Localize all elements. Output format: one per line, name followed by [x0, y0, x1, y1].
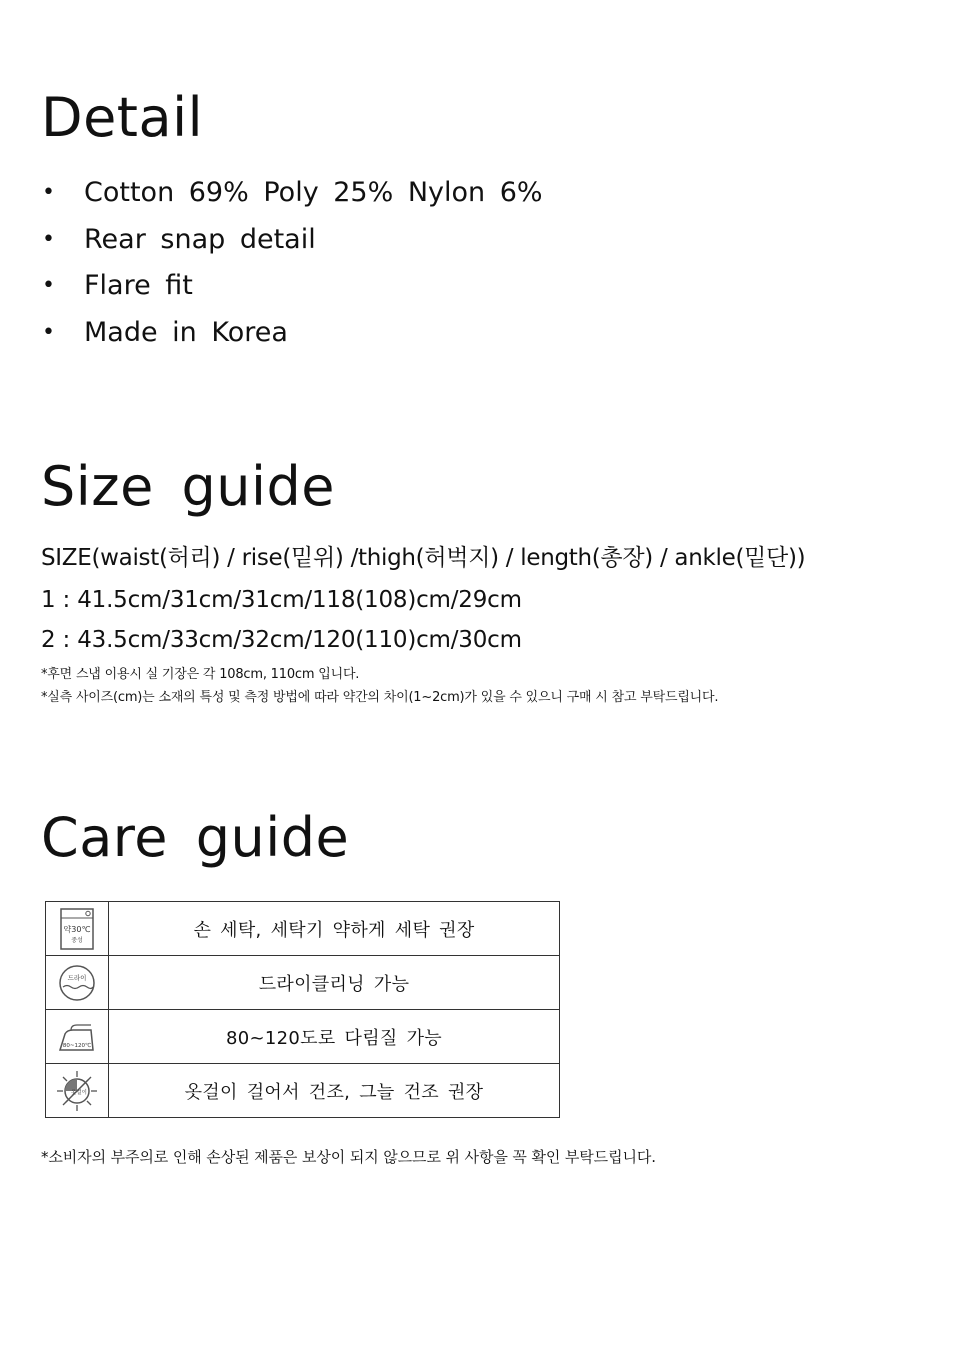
care-text-wash: 손 세탁, 세탁기 약하게 세탁 권장	[109, 902, 560, 956]
detail-list	[40, 170, 543, 356]
svg-text:약30℃: 약30℃	[63, 924, 91, 934]
detail-item-material: • Cotton 69% Poly 25% Nylon 6%	[40, 170, 543, 217]
size-note-measurement: *실측 사이즈(cm)는 소재의 특성 및 측정 방법에 따라 약간의 차이(1~2cm)가 있을 수 있으니 구매 시 참고 부탁드립니다.	[41, 690, 719, 705]
care-text-hang-dry: 옷걸이 걸어서 건조, 그늘 건조 권장	[109, 1064, 560, 1118]
svg-text:옷걸이: 옷걸이	[71, 1089, 87, 1096]
care-row-wash	[46, 902, 560, 956]
size-table-header: SIZE(waist(허리) / rise(밑위) /thigh(허벅지) / length(총장) / ankle(밑단))	[41, 545, 806, 571]
size-row-2: 2 : 43.5cm/33cm/32cm/120(110)cm/30cm	[41, 627, 522, 653]
care-text-iron: 80~120도로 다림질 가능	[109, 1010, 560, 1064]
size-guide-title: Size guide	[41, 455, 336, 518]
care-table	[45, 901, 560, 1118]
size-row-1: 1 : 41.5cm/31cm/31cm/118(108)cm/29cm	[41, 587, 522, 613]
care-guide-title: Care guide	[41, 806, 350, 869]
detail-item-origin: • Made in Korea	[40, 310, 543, 357]
svg-text:80~120℃: 80~120℃	[62, 1042, 92, 1049]
detail-item-snap: • Rear snap detail	[40, 217, 543, 264]
bullet-icon: •	[42, 319, 55, 345]
iron-icon	[57, 1020, 97, 1054]
size-note-snap-length: *후면 스냅 이용시 실 기장은 각 108cm, 110cm 입니다.	[41, 667, 360, 682]
care-row-hang-dry	[46, 1064, 560, 1118]
svg-text:중성: 중성	[71, 936, 83, 944]
svg-text:드라이: 드라이	[67, 973, 87, 982]
bullet-icon: •	[42, 180, 55, 205]
care-row-dry-clean	[46, 956, 560, 1010]
bullet-icon: •	[42, 273, 55, 298]
care-text-dry-clean: 드라이클리닝 가능	[109, 956, 560, 1010]
dry-clean-icon	[57, 963, 97, 1003]
care-disclaimer-note: *소비자의 부주의로 인해 손상된 제품은 보상이 되지 않으므로 위 사항을 꼭 확인 부탁드립니다.	[41, 1148, 656, 1166]
detail-title: Detail	[41, 86, 204, 149]
hang-dry-shade-icon	[56, 1070, 98, 1112]
hand-wash-30-icon	[59, 907, 95, 951]
detail-item-fit: • Flare fit	[40, 263, 543, 310]
care-row-iron	[46, 1010, 560, 1064]
bullet-icon: •	[42, 226, 55, 252]
